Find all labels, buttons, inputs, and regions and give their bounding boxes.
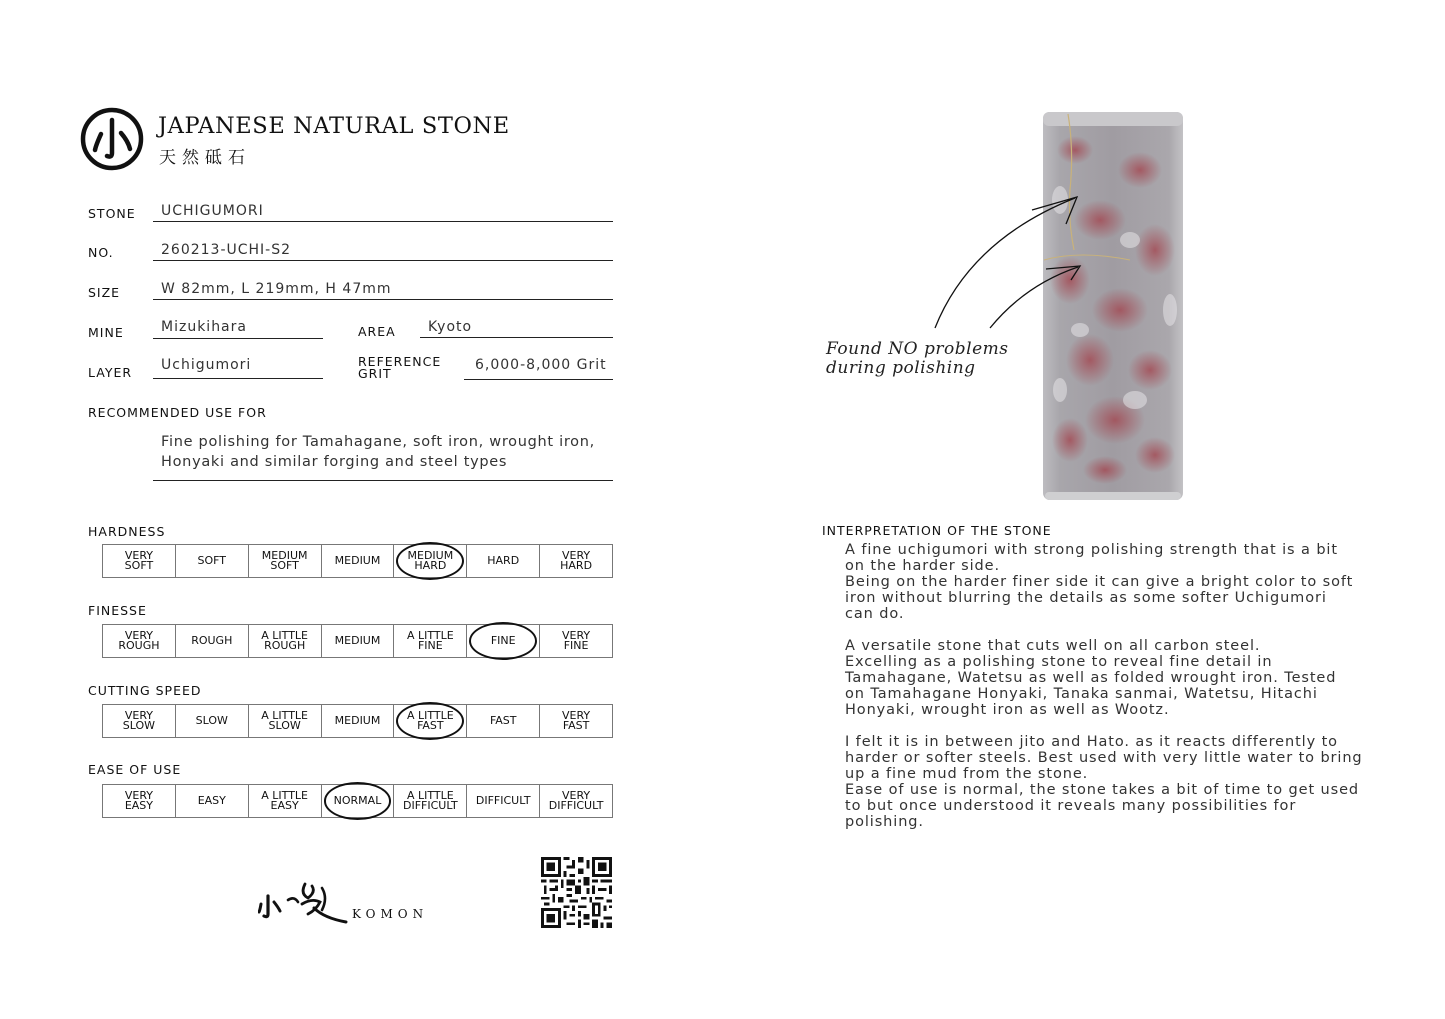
qr-code-icon (541, 857, 612, 928)
scale-option-label: FAST (489, 714, 517, 727)
size-label: SIZE (88, 285, 121, 300)
mine-label: MINE (88, 325, 124, 340)
reference-grit-rule (464, 379, 613, 380)
scale-option-label: A LITTLE ROUGH (261, 629, 308, 652)
finesse-scale (102, 624, 613, 658)
polishing-note-line1: Found NO problems (826, 339, 1009, 359)
recommended-use-line2: Honyaki and similar forging and steel types (161, 454, 508, 470)
scale-option-label: DIFFICULT (475, 794, 531, 807)
scale-option (321, 625, 394, 657)
reference-grit-value: 6,000-8,000 Grit (475, 357, 607, 373)
stone-rule (153, 221, 613, 222)
scale-option-label: MEDIUM (334, 634, 381, 647)
hardness-title: HARDNESS (88, 524, 166, 539)
polishing-note (826, 340, 1008, 378)
scale-option-label: SOFT (197, 554, 227, 567)
scale-option-label: SLOW (195, 714, 228, 727)
interpretation-line: on the harder side. (845, 558, 1000, 574)
hardness-scale (102, 544, 613, 578)
interpretation-line: on Tamahagane Honyaki, Tanaka sanmai, Watetsu, Hitachi (845, 686, 1318, 702)
scale-option (175, 705, 248, 737)
scale-option (103, 785, 175, 817)
reference-grit-label (358, 356, 441, 380)
interpretation-paragraph (845, 542, 1385, 622)
scale-option (539, 625, 612, 657)
scale-option-label: MEDIUM SOFT (261, 549, 308, 572)
layer-value: Uchigumori (161, 357, 252, 373)
interpretation-body (845, 542, 1385, 846)
interpretation-line: A versatile stone that cuts well on all carbon steel. (845, 638, 1261, 654)
komon-logo-icon (80, 107, 144, 171)
scale-option-label: VERY ROUGH (118, 629, 160, 652)
scale-option-selected (393, 545, 466, 577)
size-value: W 82mm, L 219mm, H 47mm (161, 281, 392, 297)
scale-option (539, 545, 612, 577)
interpretation-paragraph (845, 734, 1385, 830)
interpretation-line: up a fine mud from the stone. (845, 766, 1089, 782)
scale-option-label: A LITTLE FAST (407, 709, 454, 732)
number-rule (153, 260, 613, 261)
scale-option-label: EASY (197, 794, 226, 807)
scale-option (248, 545, 321, 577)
interpretation-line: Tamahagane, Watetsu as well as folded wrought iron. Tested (845, 670, 1337, 686)
interpretation-line: A fine uchigumori with strong polishing strength that is a bit (845, 542, 1338, 558)
scale-option-label: MEDIUM HARD (407, 549, 454, 572)
scale-option-label: MEDIUM (334, 554, 381, 567)
interpretation-line: Ease of use is normal, the stone takes a bit of time to get used (845, 782, 1360, 798)
stone-label: STONE (88, 206, 136, 221)
scale-option (466, 545, 539, 577)
scale-option-label: VERY DIFFICULT (548, 789, 604, 812)
scale-option (466, 785, 539, 817)
scale-option-label: A LITTLE FINE (407, 629, 454, 652)
scale-option (466, 705, 539, 737)
scale-option-label: VERY EASY (124, 789, 154, 812)
scale-option-selected (321, 785, 394, 817)
recommended-use-line1: Fine polishing for Tamahagane, soft iron, wrought iron, (161, 434, 595, 450)
scale-option (103, 545, 175, 577)
cutting-speed-scale (102, 704, 613, 738)
komon-wordmark: KOMON (352, 907, 429, 921)
interpretation-line: to but once understood it reveals many possibilities for (845, 798, 1297, 814)
interpretation-line: can do. (845, 606, 905, 622)
interpretation-paragraph (845, 638, 1385, 718)
recommended-use-rule (153, 480, 613, 481)
ease-of-use-title: EASE OF USE (88, 762, 182, 777)
scale-option-label: VERY FAST (562, 709, 591, 732)
number-value: 260213-UCHI-S2 (161, 242, 292, 258)
stone-value: UCHIGUMORI (161, 203, 264, 219)
scale-option-label: A LITTLE SLOW (261, 709, 308, 732)
polishing-note-line2: during polishing (826, 358, 976, 378)
scale-option (393, 785, 466, 817)
finesse-title: FINESSE (88, 603, 147, 618)
scale-option (103, 705, 175, 737)
size-rule (153, 299, 613, 300)
mine-rule (153, 338, 323, 339)
scale-option (393, 625, 466, 657)
interpretation-line: iron without blurring the details as some softer Uchigumori (845, 590, 1327, 606)
reference-grit-label-line2: GRIT (358, 366, 392, 381)
mine-value: Mizukihara (161, 319, 247, 335)
scale-option-label: MEDIUM (334, 714, 381, 727)
scale-option (248, 785, 321, 817)
interpretation-line: Honyaki, wrought iron as well as Wootz. (845, 702, 1170, 718)
scale-option-selected (466, 625, 539, 657)
scale-option (321, 545, 394, 577)
reference-grit-label-line1: REFERENCE (358, 354, 442, 369)
scale-option-label: VERY SOFT (124, 549, 154, 572)
scale-option-label: HARD (487, 554, 520, 567)
interpretation-line: polishing. (845, 814, 924, 830)
scale-option-selected (393, 705, 466, 737)
scale-option-label: VERY FINE (562, 629, 591, 652)
area-label: AREA (358, 324, 396, 339)
scale-option (175, 545, 248, 577)
layer-label: LAYER (88, 365, 133, 380)
number-label: NO. (88, 245, 114, 260)
scale-option (175, 625, 248, 657)
interpretation-line: Excelling as a polishing stone to reveal fine detail in (845, 654, 1273, 670)
area-value: Kyoto (428, 319, 473, 335)
layer-rule (153, 378, 323, 379)
scale-option (321, 705, 394, 737)
scale-option (248, 625, 321, 657)
interpretation-title: INTERPRETATION OF THE STONE (822, 523, 1052, 538)
scale-option-label: VERY SLOW (122, 709, 156, 732)
scale-option-label: FINE (490, 634, 516, 647)
cutting-speed-title: CUTTING SPEED (88, 683, 202, 698)
recommended-use-text (161, 432, 621, 472)
scale-option (248, 705, 321, 737)
interpretation-line: I felt it is in between jito and Hato. as it reacts differently to (845, 734, 1338, 750)
recommended-use-label: RECOMMENDED USE FOR (88, 405, 267, 420)
scale-option (175, 785, 248, 817)
komon-script-logo (258, 878, 350, 924)
area-rule (420, 337, 613, 338)
brand-title-en: JAPANESE NATURAL STONE (158, 113, 510, 139)
interpretation-line: Being on the harder finer side it can give a bright color to soft (845, 574, 1354, 590)
scale-option-label: ROUGH (191, 634, 233, 647)
ease-of-use-scale (102, 784, 613, 818)
scale-option-label: VERY HARD (560, 549, 593, 572)
interpretation-line: harder or softer steels. Best used with very little water to bring (845, 750, 1363, 766)
scale-option-label: A LITTLE EASY (261, 789, 308, 812)
scale-option (539, 705, 612, 737)
scale-option-label: NORMAL (333, 794, 382, 807)
scale-option-label: A LITTLE DIFFICULT (403, 789, 458, 812)
scale-option (103, 625, 175, 657)
scale-option (539, 785, 612, 817)
brand-title-jp: 天然砥石 (159, 148, 251, 168)
